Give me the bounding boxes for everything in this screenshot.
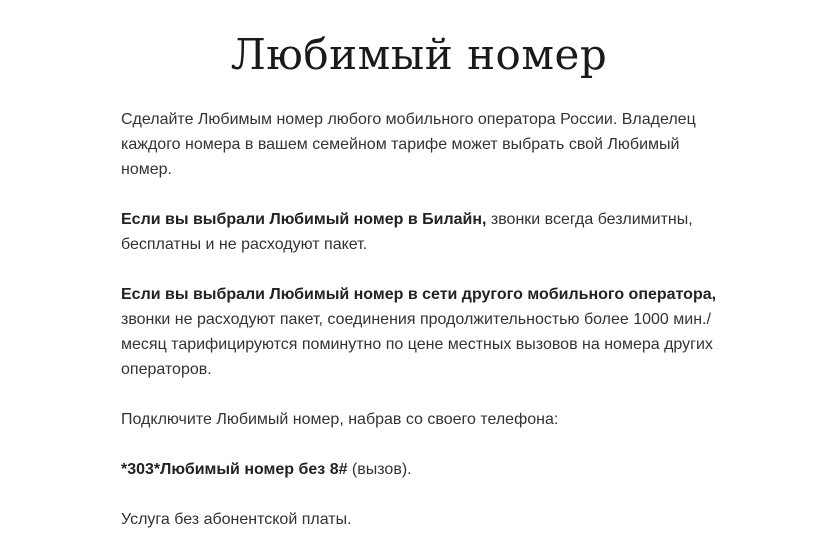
- page-title: Любимый номер: [230, 30, 608, 79]
- other-operator-paragraph: [121, 282, 731, 382]
- other-operator-text: звонки не расходуют пакет, соединения продолжительностью более 1000 мин./месяц тарифицируются поминутно по цене местных вызовов на номера других операторов.: [121, 311, 713, 378]
- fee-note: Услуга без абонентской платы.: [121, 511, 352, 528]
- ussd-call-note: (вызов).: [347, 461, 412, 478]
- beeline-paragraph: [121, 207, 731, 257]
- ussd-code-paragraph: [121, 457, 731, 482]
- beeline-text: звонки всегда безлимитны, бесплатны и не расходуют пакет.: [121, 211, 693, 253]
- other-operator-bold-text: Если вы выбрали Любимый номер в сети другого мобильного оператора,: [121, 286, 717, 303]
- connect-instruction: Подключите Любимый номер, набрав со своего телефона:: [121, 411, 559, 428]
- description-body: [121, 107, 731, 557]
- ussd-code: *303*Любимый номер без 8#: [121, 461, 348, 478]
- beeline-bold-text: Если вы выбрали Любимый номер в Билайн,: [121, 211, 487, 228]
- intro-paragraph: Сделайте Любимым номер любого мобильного оператора России. Владелец каждого номера в вашем семейном тарифе может выбрать свой Любимый номер.: [121, 111, 696, 178]
